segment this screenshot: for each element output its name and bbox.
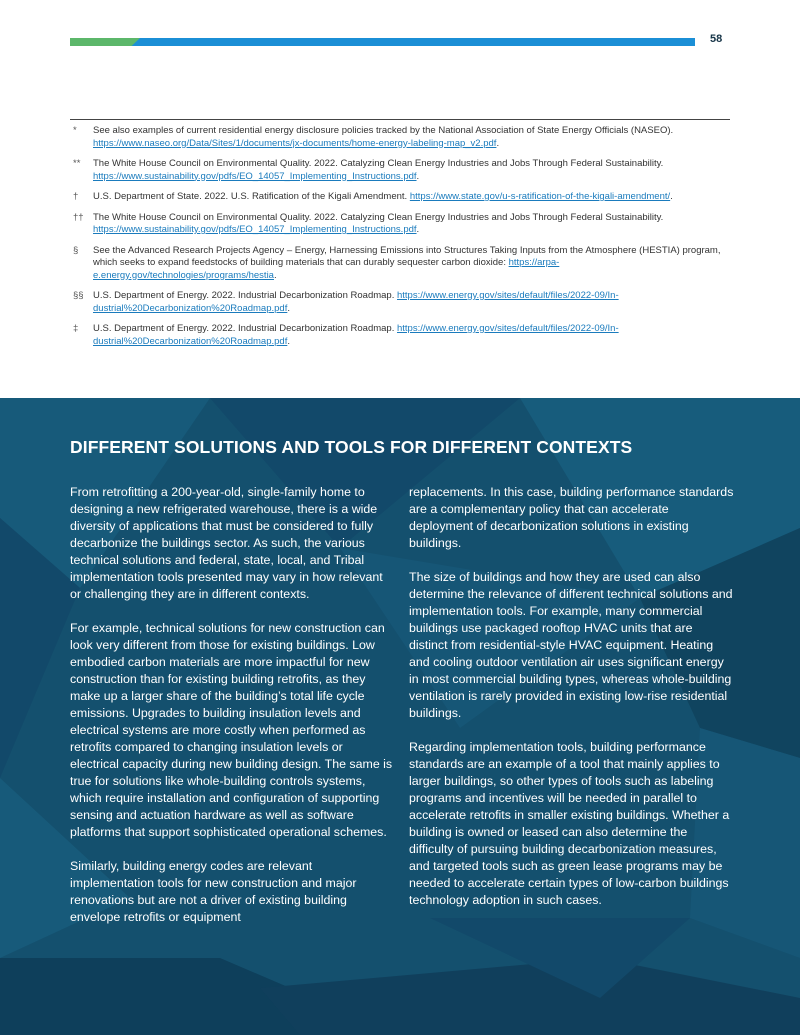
footnote-tail: . bbox=[496, 137, 500, 149]
footnote-marker: ** bbox=[73, 158, 81, 169]
footnote-link[interactable]: https://www.state.gov/u-s-ratification-of-the-kigali-amendment/ bbox=[409, 191, 671, 202]
footnote-item bbox=[70, 245, 730, 283]
footnote-item bbox=[70, 290, 730, 315]
header-bar-accent bbox=[70, 38, 140, 46]
footnote-body: U.S. Department of Energy. 2022. Industrial Decarbonization Roadmap. bbox=[93, 323, 397, 334]
footnote-link[interactable]: https://arpa-e.energy.gov/technologies/programs/hestia bbox=[93, 257, 560, 281]
footnote-body: See also examples of current residential energy disclosure policies tracked by the National Association of State Energy Officials (NASEO). bbox=[93, 125, 674, 136]
footnote-divider bbox=[70, 119, 730, 120]
footnote-body: The White House Council on Environmental Quality. 2022. Catalyzing Clean Energy Industries and Jobs Through Federal Sustainability. bbox=[93, 211, 664, 223]
footnote-tail: . bbox=[287, 335, 290, 347]
footnote-marker: ‡ bbox=[73, 323, 79, 334]
footnote-marker: † bbox=[73, 191, 79, 202]
footnote-body: U.S. Department of Energy. 2022. Industrial Decarbonization Roadmap. bbox=[93, 290, 397, 301]
footnote-link[interactable]: https://www.sustainability.gov/pdfs/EO_14057_Implementing_Instructions.pdf bbox=[93, 224, 417, 235]
footnote-text bbox=[93, 290, 730, 315]
page-number: 58 bbox=[710, 33, 723, 45]
paragraph: Similarly, building energy codes are relevant implementation tools for new construction and major renovations but are not a driver of existing building envelope retrofits or equipment bbox=[70, 859, 357, 924]
paragraph: The size of buildings and how they are used can also determine the relevance of different technical solutions and implementation tools. For example, many commercial buildings use packaged rooftop HVAC units that are distinct from residential-style HVAC equipment. Heating and cooling outdoor ventilation air uses significant energy in most commercial building types, whereas whole-building ventilation is rarely provided in existing low-rise residential buildings. bbox=[409, 570, 733, 720]
footnote-link[interactable]: https://www.energy.gov/sites/default/files/2022-09/Industrial%20Decarbonization%20Roadmap.pdf bbox=[93, 323, 619, 347]
footnote-body: The White House Council on Environmental Quality. 2022. Catalyzing Clean Energy Industries and Jobs Through Federal Sustainability. bbox=[93, 158, 664, 169]
footnote-item bbox=[70, 125, 730, 150]
footnote-marker: §§ bbox=[73, 290, 84, 301]
footnote-text bbox=[93, 125, 730, 150]
footnote-tail: . bbox=[273, 269, 277, 281]
footnote-text bbox=[93, 245, 730, 283]
footnote-tail: . bbox=[287, 302, 290, 314]
footnote-body: See the Advanced Research Projects Agency – Energy, Harnessing Emissions into Structures Taking Inputs from the Atmosphere (HESTIA) program, which seeks to expand feedstocks of building materials that can durably sequester carbon dioxide: bbox=[93, 244, 721, 268]
body-column-right bbox=[409, 484, 734, 926]
footnote-item bbox=[70, 323, 730, 348]
body-column-left bbox=[70, 484, 395, 943]
footnote-item bbox=[70, 158, 730, 183]
footnote-link[interactable]: https://www.energy.gov/sites/default/files/2022-09/Industrial%20Decarbonization%20Roadmap.pdf bbox=[93, 290, 619, 314]
paragraph: Regarding implementation tools, building performance standards are an example of a tool that mainly applies to larger buildings, so other types of tools such as labeling programs and incentives will be needed in parallel to accelerate retrofits in smaller existing buildings. Whether a building is owned or leased can also determine the difficulty of pursuing building decarbonization measures, and targeted tools such as green lease programs may be needed to accelerate certain types of low-carbon buildings technology adoption in such cases. bbox=[409, 740, 730, 907]
paragraph: From retrofitting a 200-year-old, single-family home to designing a new refrigerated warehouse, there is a wide diversity of applications that must be considered to fully decarbonize the buildings sector. As such, the various technical solutions and federal, state, local, and Tribal implementation tools presented may vary in how relevant or challenging they are in different contexts. bbox=[70, 485, 383, 601]
section-title: DIFFERENT SOLUTIONS AND TOOLS FOR DIFFERENT CONTEXTS bbox=[70, 437, 633, 457]
footnote-text bbox=[93, 158, 730, 183]
footnote-link[interactable]: https://www.naseo.org/Data/Sites/1/documents/jx-documents/home-energy-labeling-map_v2.pdf bbox=[93, 137, 497, 149]
footnote-marker: * bbox=[73, 125, 77, 136]
paragraph: For example, technical solutions for new construction can look very different from those for existing buildings. Low embodied carbon materials are more impactful for new construction than for existing building retrofits, as they make up a larger share of the building’s total life cycle emissions. Upgrades to building insulation levels and electrical systems are more costly when performed as retrofits compared to changing insulation levels or electrical capacity during new building design. The same is true for solutions like whole-building controls systems, which require installation and configuration of supporting sensing and actuation hardware as well as software platforms that support sophisticated operational schemes. bbox=[70, 621, 393, 839]
footnote-link[interactable]: https://www.sustainability.gov/pdfs/EO_14057_Implementing_Instructions.pdf bbox=[93, 170, 417, 182]
footnotes bbox=[70, 125, 730, 356]
paragraph: replacements. In this case, building performance standards are a complementary policy that can accelerate deployment of decarbonization solutions in existing buildings. bbox=[409, 485, 734, 550]
footnote-tail: . bbox=[416, 170, 420, 182]
footnote-body: U.S. Department of State. 2022. U.S. Ratification of the Kigali Amendment. bbox=[93, 191, 410, 202]
footnote-text bbox=[93, 191, 730, 204]
footnote-tail: . bbox=[416, 224, 420, 235]
footnote-item bbox=[70, 212, 730, 237]
footnote-text bbox=[93, 323, 730, 348]
footnote-text bbox=[93, 212, 730, 237]
footnote-marker: § bbox=[73, 244, 79, 256]
footnote-item bbox=[70, 191, 730, 204]
footnote-tail: . bbox=[670, 191, 673, 202]
header-progress-bar bbox=[70, 38, 695, 46]
footnote-marker: †† bbox=[73, 211, 84, 223]
